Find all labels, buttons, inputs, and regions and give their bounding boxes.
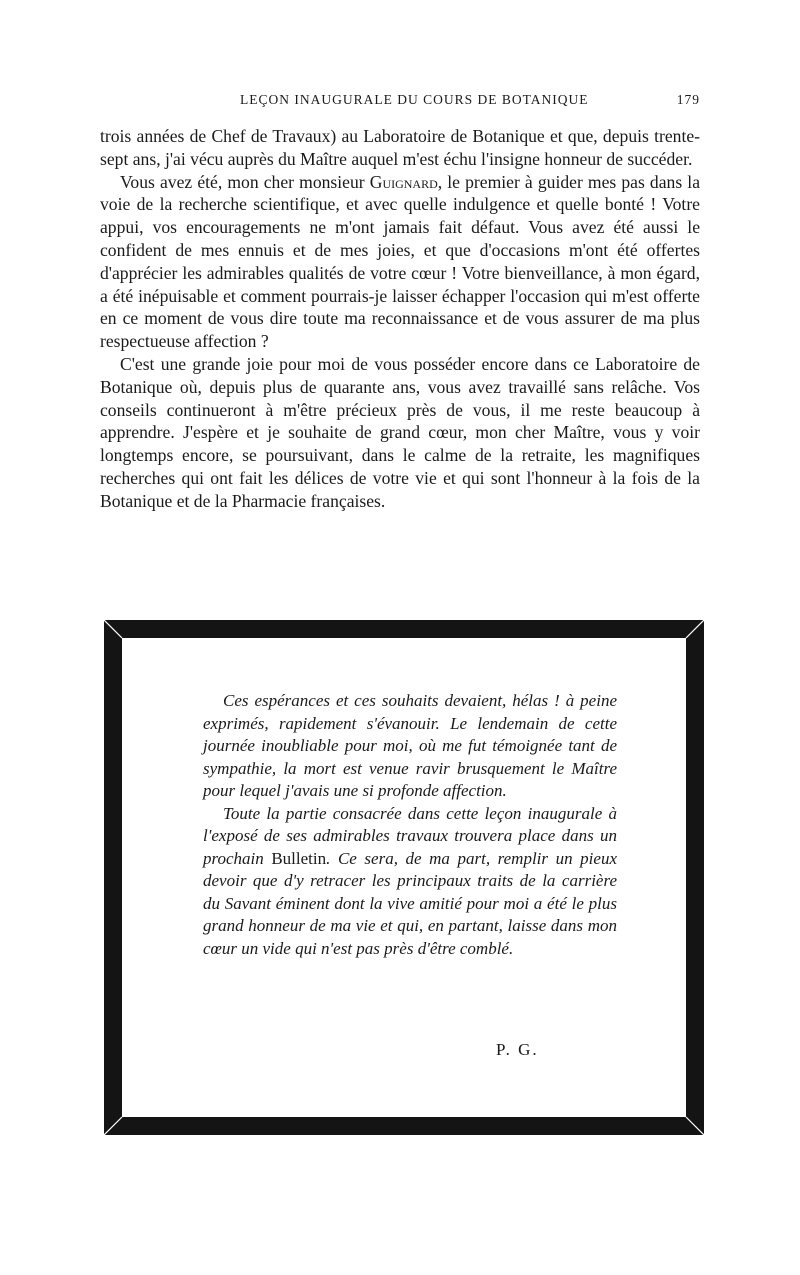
paragraph-3: C'est une grande joie pour moi de vous posséder encore dans ce Laboratoire de Botanique où, depuis plus de quarante ans, vous avez travaillé sans relâche. Vos conseils continueront à m'être précieux près de vous, il me reste beaucoup à apprendre. J'espère et je souhaite de grand cœur, mon cher Maître, vous y voir longtemps encore, se poursuivant, dans le calme de la retraite, les magnifiques recherches qui ont fait les délices de votre vie et qui sont l'honneur à la fois de la Botanique et de la Pharmacie françaises. [100,353,700,511]
notice-paragraph-2-rest: . Ce sera, de ma part, remplir un pieux devoir que d'y retracer les principaux traits de la carrière du Savant éminent dont la vive amitié pour moi a été le plus grand honneur de ma vie et qui, en partant, laisse dans mon cœur un vide qui n'est pas près d'être comblé. [203,848,617,958]
paragraph-2-start: Vous avez été, mon cher monsieur [120,171,370,192]
notice-paragraph-2 [203,803,617,961]
paragraph-1: trois années de Chef de Travaux) au Laboratoire de Botanique et que, depuis trente-sept ans, j'ai vécu auprès du Maître auquel m'est échu l'insigne honneur de succéder. [100,126,700,169]
running-title: LEÇON INAUGURALE DU COURS DE BOTANIQUE [240,92,589,107]
signature-initials: P. G. [496,1040,539,1059]
death-notice [203,690,617,960]
main-text [100,125,700,513]
notice-paragraph-2-start: Toute la partie consacrée dans cette leçon inaugurale à l'exposé de ses admirables travaux trouvera place dans un prochain [203,803,617,868]
name-guignard: Guignard [369,171,438,192]
paragraph-2 [100,171,700,353]
notice-paragraph-1: Ces espérances et ces souhaits devaient, hélas ! à peine exprimés, rapidement s'évanouir. Le lendemain de cette journée inoubliable pour moi, où me fut témoignée tant de sympathie, la mort est venue ravir brusquement le Maître pour lequel j'avais une si profonde affection. [203,691,617,800]
bulletin-title: Bulletin [271,848,327,868]
page-number: 179 [676,92,700,107]
paragraph-2-rest: , le premier à guider mes pas dans la voie de la recherche scientifique, et avec quelle indulgence et quelle bonté ! Votre appui, vos encouragements ne m'ont jamais fait défaut. Vous avez été aussi le confident de mes ennuis et de mes joies, et que d'occasions m'ont été offertes d'apprécier les admirables qualités de votre cœur ! Votre bienveillance, à mon égard, a été inépuisable et comment pourrais-je laisser échapper l'occasion qui m'est offerte en ce moment de vous dire toute ma reconnaissance et de vous assurer de ma plus respectueuse affection ? [100,171,700,352]
running-header [100,92,700,112]
